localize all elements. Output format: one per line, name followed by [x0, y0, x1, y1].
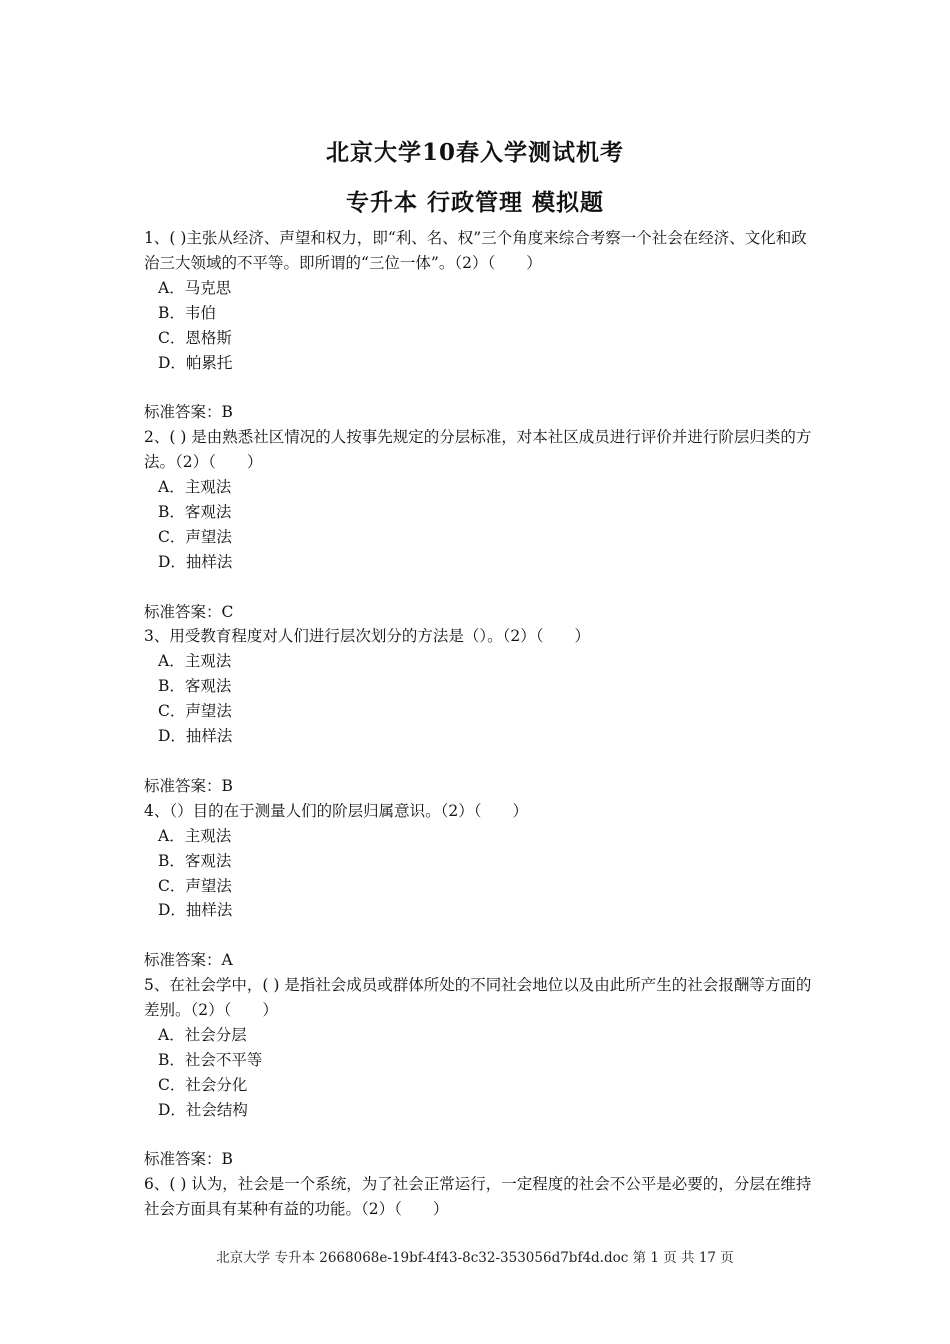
option-a: A．主观法: [158, 826, 232, 845]
option-d: D．抽样法: [158, 727, 233, 746]
option-b: B．社会不平等: [158, 1050, 263, 1069]
document-subtitle: 专升本 行政管理 模拟题: [345, 189, 604, 216]
standard-answer: 标准答案：C: [144, 602, 234, 621]
question-list: [144, 226, 812, 1222]
option-b: B．客观法: [158, 851, 232, 870]
standard-answer: 标准答案：A: [144, 951, 233, 970]
question-3: [144, 624, 812, 798]
question-2: [144, 425, 812, 624]
spacer: [144, 1123, 812, 1148]
spacer: [144, 575, 812, 600]
option-a: A．马克思: [158, 278, 232, 297]
option-a: A．社会分层: [158, 1025, 247, 1044]
option-d: D．抽样法: [158, 901, 233, 920]
question-5: [144, 973, 812, 1172]
document-title: 北京大学10春入学测试机考: [325, 139, 624, 166]
question-6: [144, 1172, 812, 1222]
option-d: D．社会结构: [158, 1100, 248, 1119]
option-a: A．主观法: [158, 652, 232, 671]
question-text: 4、（）目的在于测量人们的阶层归属意识。（2）（ ）: [144, 801, 528, 820]
option-c: C．声望法: [158, 702, 232, 721]
question-1: [144, 226, 812, 425]
option-b: B．客观法: [158, 677, 232, 696]
question-text: 2、( ) 是由熟悉社区情况的人按事先规定的分层标准，对本社区成员进行评价并进行阶层归类的方法。（2）（ ）: [144, 428, 812, 472]
option-b: B．客观法: [158, 502, 232, 521]
question-text: 5、在社会学中，( ) 是指社会成员或群体所处的不同社会地位以及由此所产生的社会报酬等方面的差别。（2）（ ）: [144, 976, 812, 1020]
question-text: 3、用受教育程度对人们进行层次划分的方法是（）。（2）（ ）: [144, 627, 590, 646]
option-c: C．声望法: [158, 876, 232, 895]
spacer: [144, 923, 812, 948]
standard-answer: 标准答案：B: [144, 1150, 233, 1169]
spacer: [144, 375, 812, 400]
page-footer: 北京大学 专升本 2668068e-19bf-4f43-8c32-353056d7bf4d.doc 第 1 页 共 17 页: [216, 1250, 734, 1266]
question-text: 1、( )主张从经济、声望和权力，即“利、名、权”三个角度来综合考察一个社会在经济、文化和政治三大领域的不平等。即所谓的“三位一体”。（2）（ ）: [144, 229, 807, 272]
spacer: [144, 749, 812, 774]
question-text: 6、( ) 认为，社会是一个系统，为了社会正常运行，一定程度的社会不公平是必要的，分层在维持社会方面具有某种有益的功能。（2）（ ）: [144, 1175, 812, 1219]
standard-answer: 标准答案：B: [144, 776, 233, 795]
option-d: D．帕累托: [158, 353, 233, 372]
option-b: B．韦伯: [158, 303, 216, 322]
option-c: C．社会分化: [158, 1075, 248, 1094]
option-c: C．声望法: [158, 527, 232, 546]
standard-answer: 标准答案：B: [144, 403, 233, 422]
option-c: C．恩格斯: [158, 328, 232, 347]
question-4: [144, 799, 812, 973]
option-a: A．主观法: [158, 478, 232, 497]
option-d: D．抽样法: [158, 552, 233, 571]
